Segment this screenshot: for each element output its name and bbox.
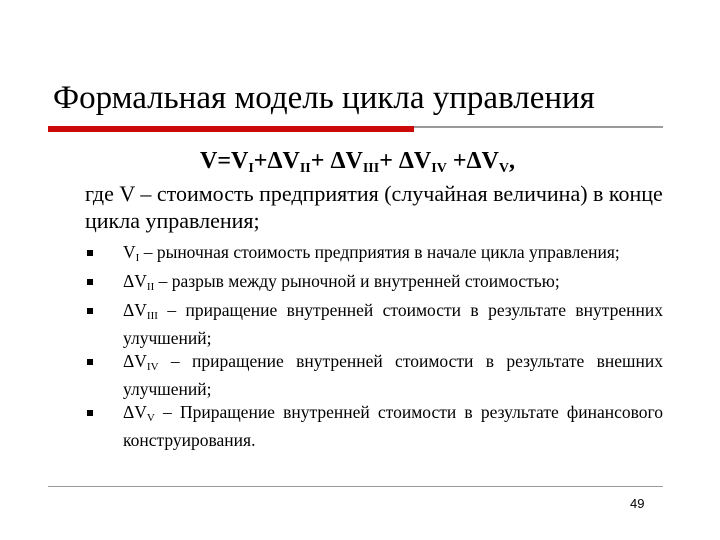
footer-rule — [48, 486, 663, 487]
item-subscript: I — [135, 252, 140, 264]
formula-sub-1: I — [248, 161, 254, 176]
item-symbol: ΔV — [123, 402, 147, 422]
square-bullet-icon — [87, 359, 93, 365]
slide-title: Формальная модель цикла управления — [53, 80, 595, 116]
list-item — [85, 350, 663, 400]
list-item — [85, 241, 663, 269]
where-definition: где V – стоимость предприятия (случайная величина) в конце цикла управления; — [85, 181, 663, 233]
item-text: – приращение внутренней стоимости в результате внутренних улучшений; — [123, 300, 663, 348]
square-bullet-icon — [87, 410, 93, 416]
formula-term-5: +ΔV — [446, 148, 499, 174]
formula-tail: , — [509, 148, 515, 174]
formula — [200, 147, 515, 183]
item-subscript: II — [146, 281, 155, 293]
formula-lhs: V=V — [200, 148, 249, 174]
definition-list — [85, 241, 663, 452]
item-text: – рыночная стоимость предприятия в начале цикла управления; — [139, 242, 620, 262]
title-underline-red — [48, 126, 414, 132]
formula-term-2: +ΔV — [253, 148, 300, 174]
formula-sub-3: III — [362, 161, 380, 176]
formula-sub-5: V — [498, 161, 509, 176]
item-subscript: V — [146, 412, 155, 424]
formula-term-4: + ΔV — [379, 148, 432, 174]
list-item — [85, 299, 663, 349]
item-symbol: ΔV — [123, 300, 147, 320]
item-symbol: ΔV — [123, 271, 147, 291]
square-bullet-icon — [87, 250, 93, 256]
item-subscript: IV — [146, 361, 159, 373]
item-text: – разрыв между рыночной и внутренней стоимостью; — [154, 271, 560, 291]
square-bullet-icon — [87, 279, 93, 285]
item-text: – приращение внутренней стоимости в результате внешних улучшений; — [123, 351, 663, 399]
item-subscript: III — [146, 310, 158, 322]
formula-term-3: + ΔV — [310, 148, 363, 174]
square-bullet-icon — [87, 308, 93, 314]
formula-sub-4: IV — [431, 161, 447, 176]
item-symbol: ΔV — [123, 351, 147, 371]
formula-sub-2: II — [299, 161, 311, 176]
list-item — [85, 401, 663, 451]
list-item — [85, 270, 663, 298]
item-symbol: V — [123, 242, 136, 262]
page-number: 49 — [630, 496, 645, 511]
item-text: – Приращение внутренней стоимости в результате финансового конструирования. — [123, 402, 663, 450]
